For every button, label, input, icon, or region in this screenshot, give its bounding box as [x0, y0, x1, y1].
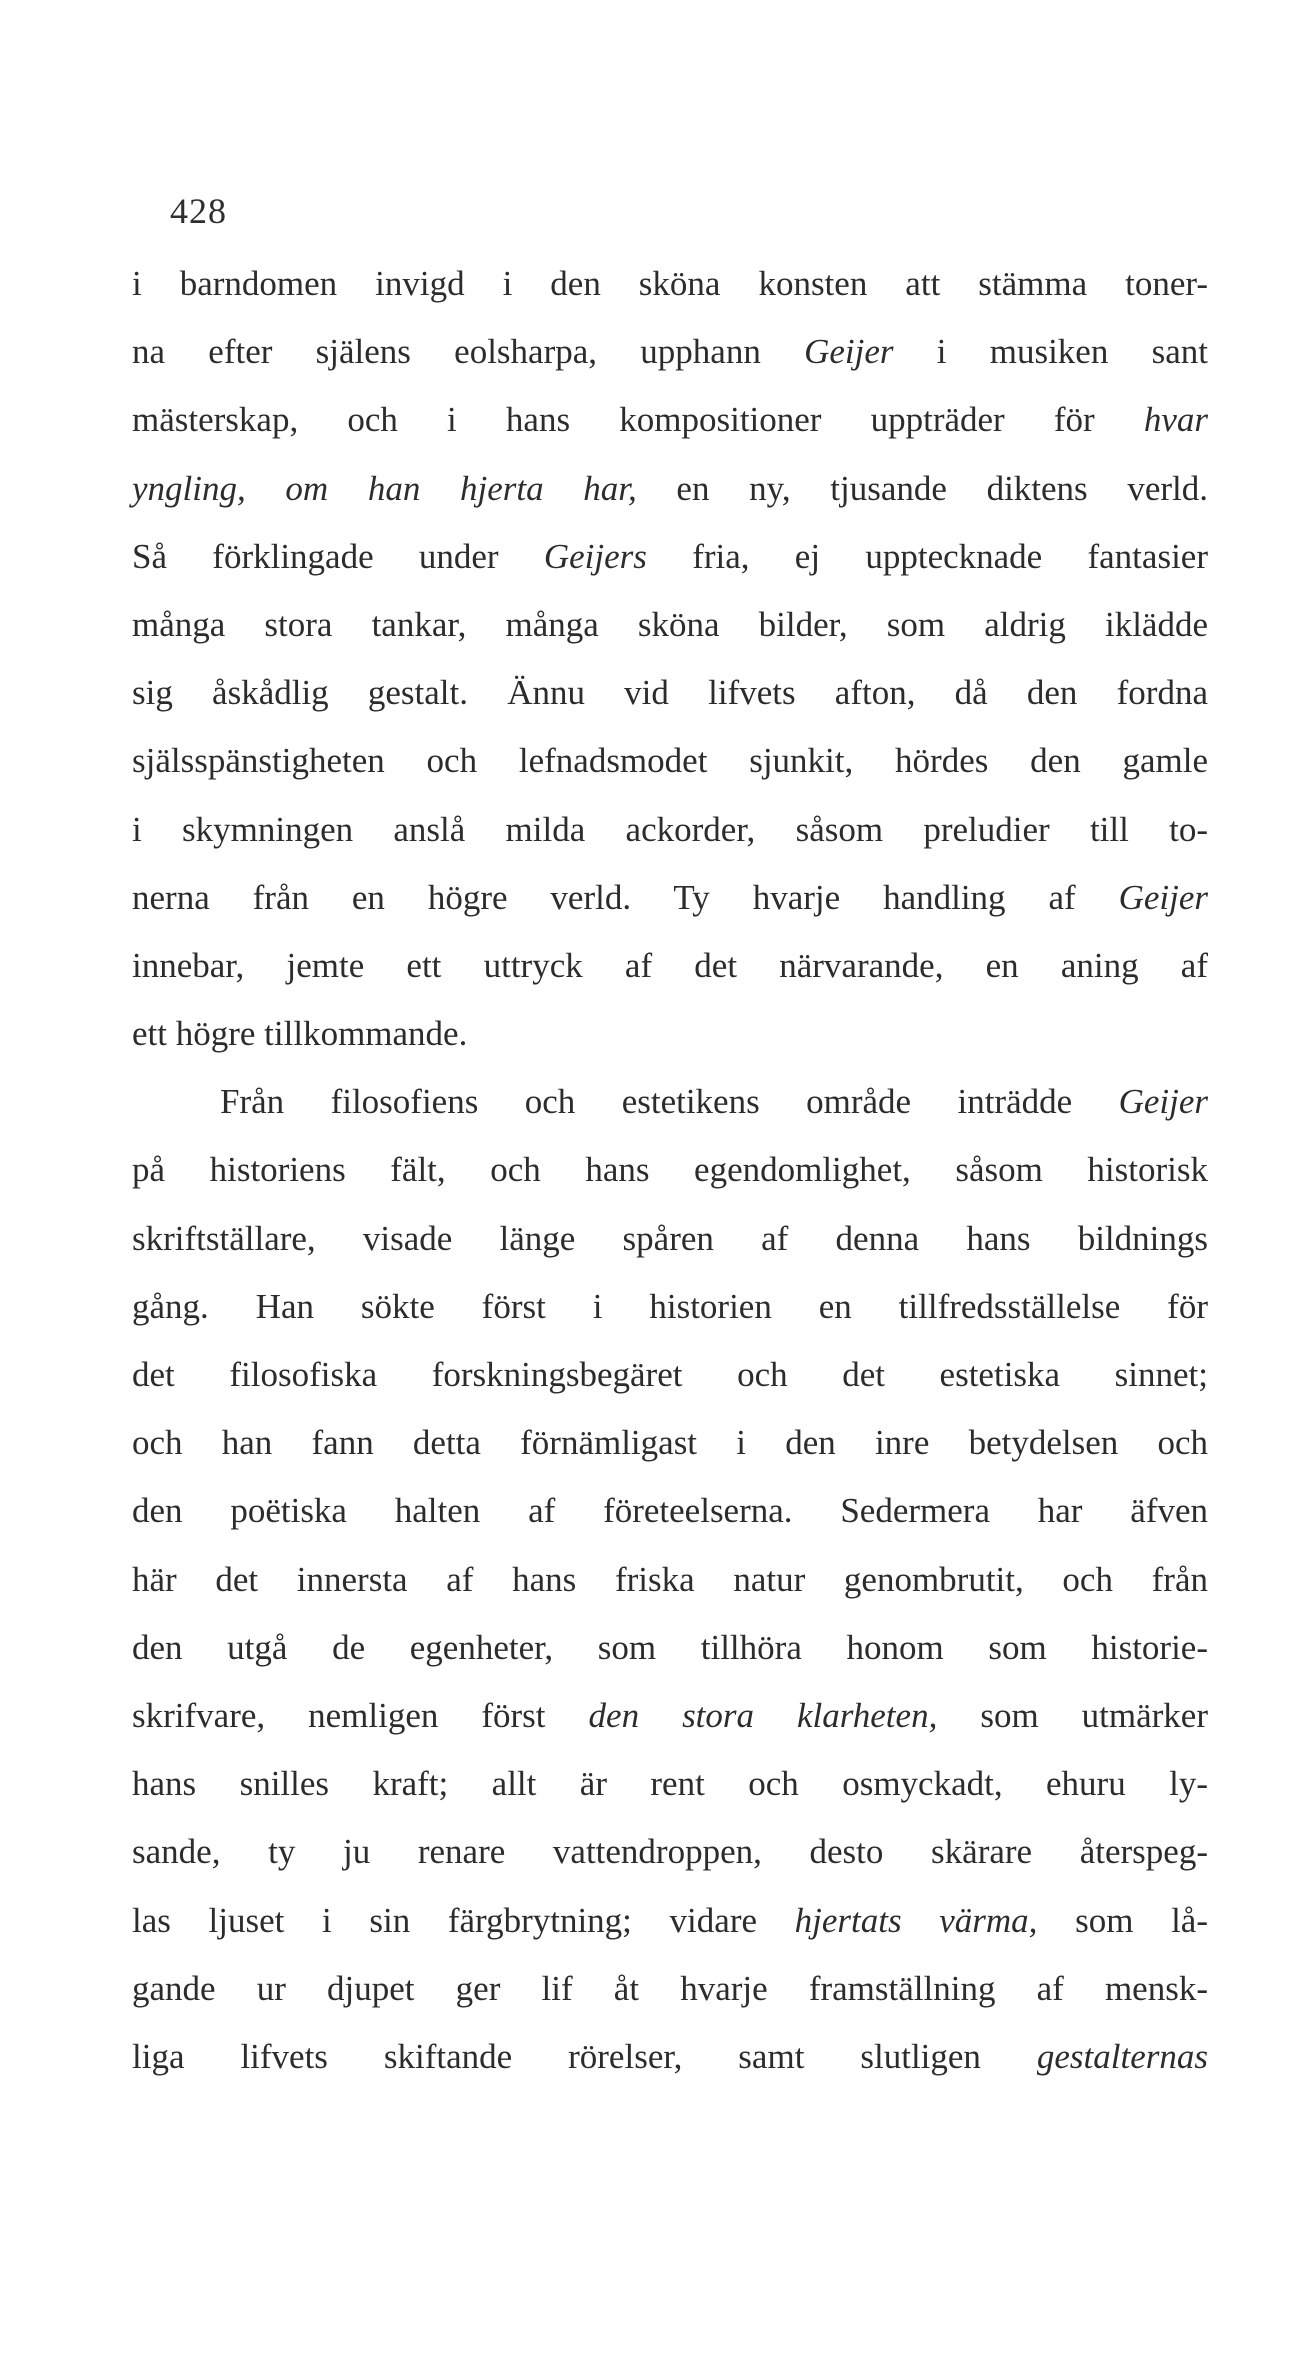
- text-line: [132, 1555, 1208, 1623]
- text-line: [132, 1896, 1208, 1964]
- italic-text: gestalternas: [1036, 2036, 1208, 2076]
- text-segment: skrifvare, nemligen först: [132, 1695, 589, 1735]
- text-line: [132, 395, 1208, 463]
- text-line: [132, 259, 1208, 327]
- text-segment: fria, ej upptecknade fantasier: [646, 536, 1208, 576]
- text-segment: i musiken sant: [893, 332, 1208, 372]
- text-segment: som utmärker: [937, 1695, 1208, 1735]
- text-segment: na efter själens eolsharpa, upphann: [132, 332, 805, 372]
- text-line: [132, 2032, 1208, 2100]
- text-line: [132, 600, 1208, 668]
- text-segment: det filosofiska forskningsbegäret och det estetiska sinnet;: [132, 1355, 1208, 1394]
- text-segment: som lå-: [1037, 1900, 1208, 1940]
- text-line: [132, 1623, 1208, 1691]
- text-segment: mästerskap, och i hans kompositioner uppträder för: [132, 400, 1144, 440]
- text-line: [132, 941, 1208, 1009]
- text-line: [132, 668, 1208, 736]
- text-line: [132, 1009, 1208, 1077]
- text-segment: skriftställare, visade länge spåren af denna hans bildnings: [132, 1218, 1208, 1258]
- text-segment: sig åskådlig gestalt. Ännu vid lifvets afton, då den fordna: [132, 673, 1208, 713]
- text-segment: i barndomen invigd i den sköna konsten att stämma toner-: [132, 264, 1208, 303]
- text-segment: här det innersta af hans friska natur genombrutit, och från: [132, 1559, 1208, 1599]
- text-line: [132, 1486, 1208, 1554]
- body-text: [132, 259, 1208, 2100]
- text-segment: ett högre tillkommande.: [132, 1014, 468, 1054]
- text-line: [132, 805, 1208, 873]
- italic-text: hvar: [1143, 400, 1208, 440]
- text-segment: många stora tankar, många sköna bilder, som aldrig iklädde: [132, 604, 1208, 644]
- text-segment: las ljuset i sin färgbrytning; vidare: [132, 1900, 795, 1940]
- text-line: [132, 1350, 1208, 1418]
- text-line: [132, 1691, 1208, 1759]
- text-segment: på historiens fält, och hans egendomlighet, såsom historisk: [132, 1150, 1208, 1190]
- text-line: [132, 1964, 1208, 2032]
- text-segment: själsspänstigheten och lefnadsmodet sjunkit, hördes den gamle: [132, 741, 1208, 781]
- text-line: [132, 1418, 1208, 1486]
- text-line: [132, 1282, 1208, 1350]
- text-line: [132, 1759, 1208, 1827]
- text-segment: Så förklingade under: [132, 536, 544, 576]
- text-segment: och han fann detta förnämligast i den inre betydelsen och: [132, 1423, 1208, 1463]
- page-number: 428: [170, 191, 227, 231]
- text-line: [132, 1145, 1208, 1213]
- text-segment: innebar, jemte ett uttryck af det närvarande, en aning af: [132, 945, 1208, 985]
- italic-text: den stora klarheten,: [588, 1695, 938, 1735]
- text-line: [132, 1827, 1208, 1895]
- italic-text: Geijer: [1118, 877, 1208, 917]
- italic-text: yngling, om han hjerta har,: [132, 468, 637, 508]
- italic-text: hjertats värma,: [794, 1900, 1038, 1940]
- italic-text: Geijers: [543, 536, 647, 576]
- text-segment: den utgå de egenheter, som tillhöra honom som historie-: [132, 1627, 1208, 1667]
- text-line: [132, 736, 1208, 804]
- text-segment: den poëtiska halten af företeelserna. Sedermera har äfven: [132, 1491, 1208, 1531]
- paragraph-first-line: [132, 1077, 1208, 1145]
- text-segment: gång. Han sökte först i historien en tillfredsställelse för: [132, 1286, 1208, 1326]
- text-line: [132, 464, 1208, 532]
- text-segment: gande ur djupet ger lif åt hvarje framställning af mensk-: [132, 1968, 1208, 2008]
- text-segment: liga lifvets skiftande rörelser, samt slutligen: [132, 2036, 1037, 2076]
- text-segment: nerna från en högre verld. Ty hvarje handling af: [132, 877, 1119, 917]
- text-line: [132, 532, 1208, 600]
- text-segment: sande, ty ju renare vattendroppen, desto skärare återspeg-: [132, 1832, 1208, 1872]
- text-segment: Från filosofiens och estetikens område inträdde: [220, 1082, 1119, 1122]
- text-segment: hans snilles kraft; allt är rent och osmyckadt, ehuru ly-: [132, 1764, 1208, 1804]
- text-line: [132, 1214, 1208, 1282]
- italic-text: Geijer: [1118, 1082, 1208, 1122]
- text-segment: en ny, tjusande diktens verld.: [636, 468, 1208, 508]
- italic-text: Geijer: [804, 332, 894, 372]
- text-line: [132, 873, 1208, 941]
- text-line: [132, 327, 1208, 395]
- text-segment: i skymningen anslå milda ackorder, såsom preludier till to-: [132, 809, 1208, 849]
